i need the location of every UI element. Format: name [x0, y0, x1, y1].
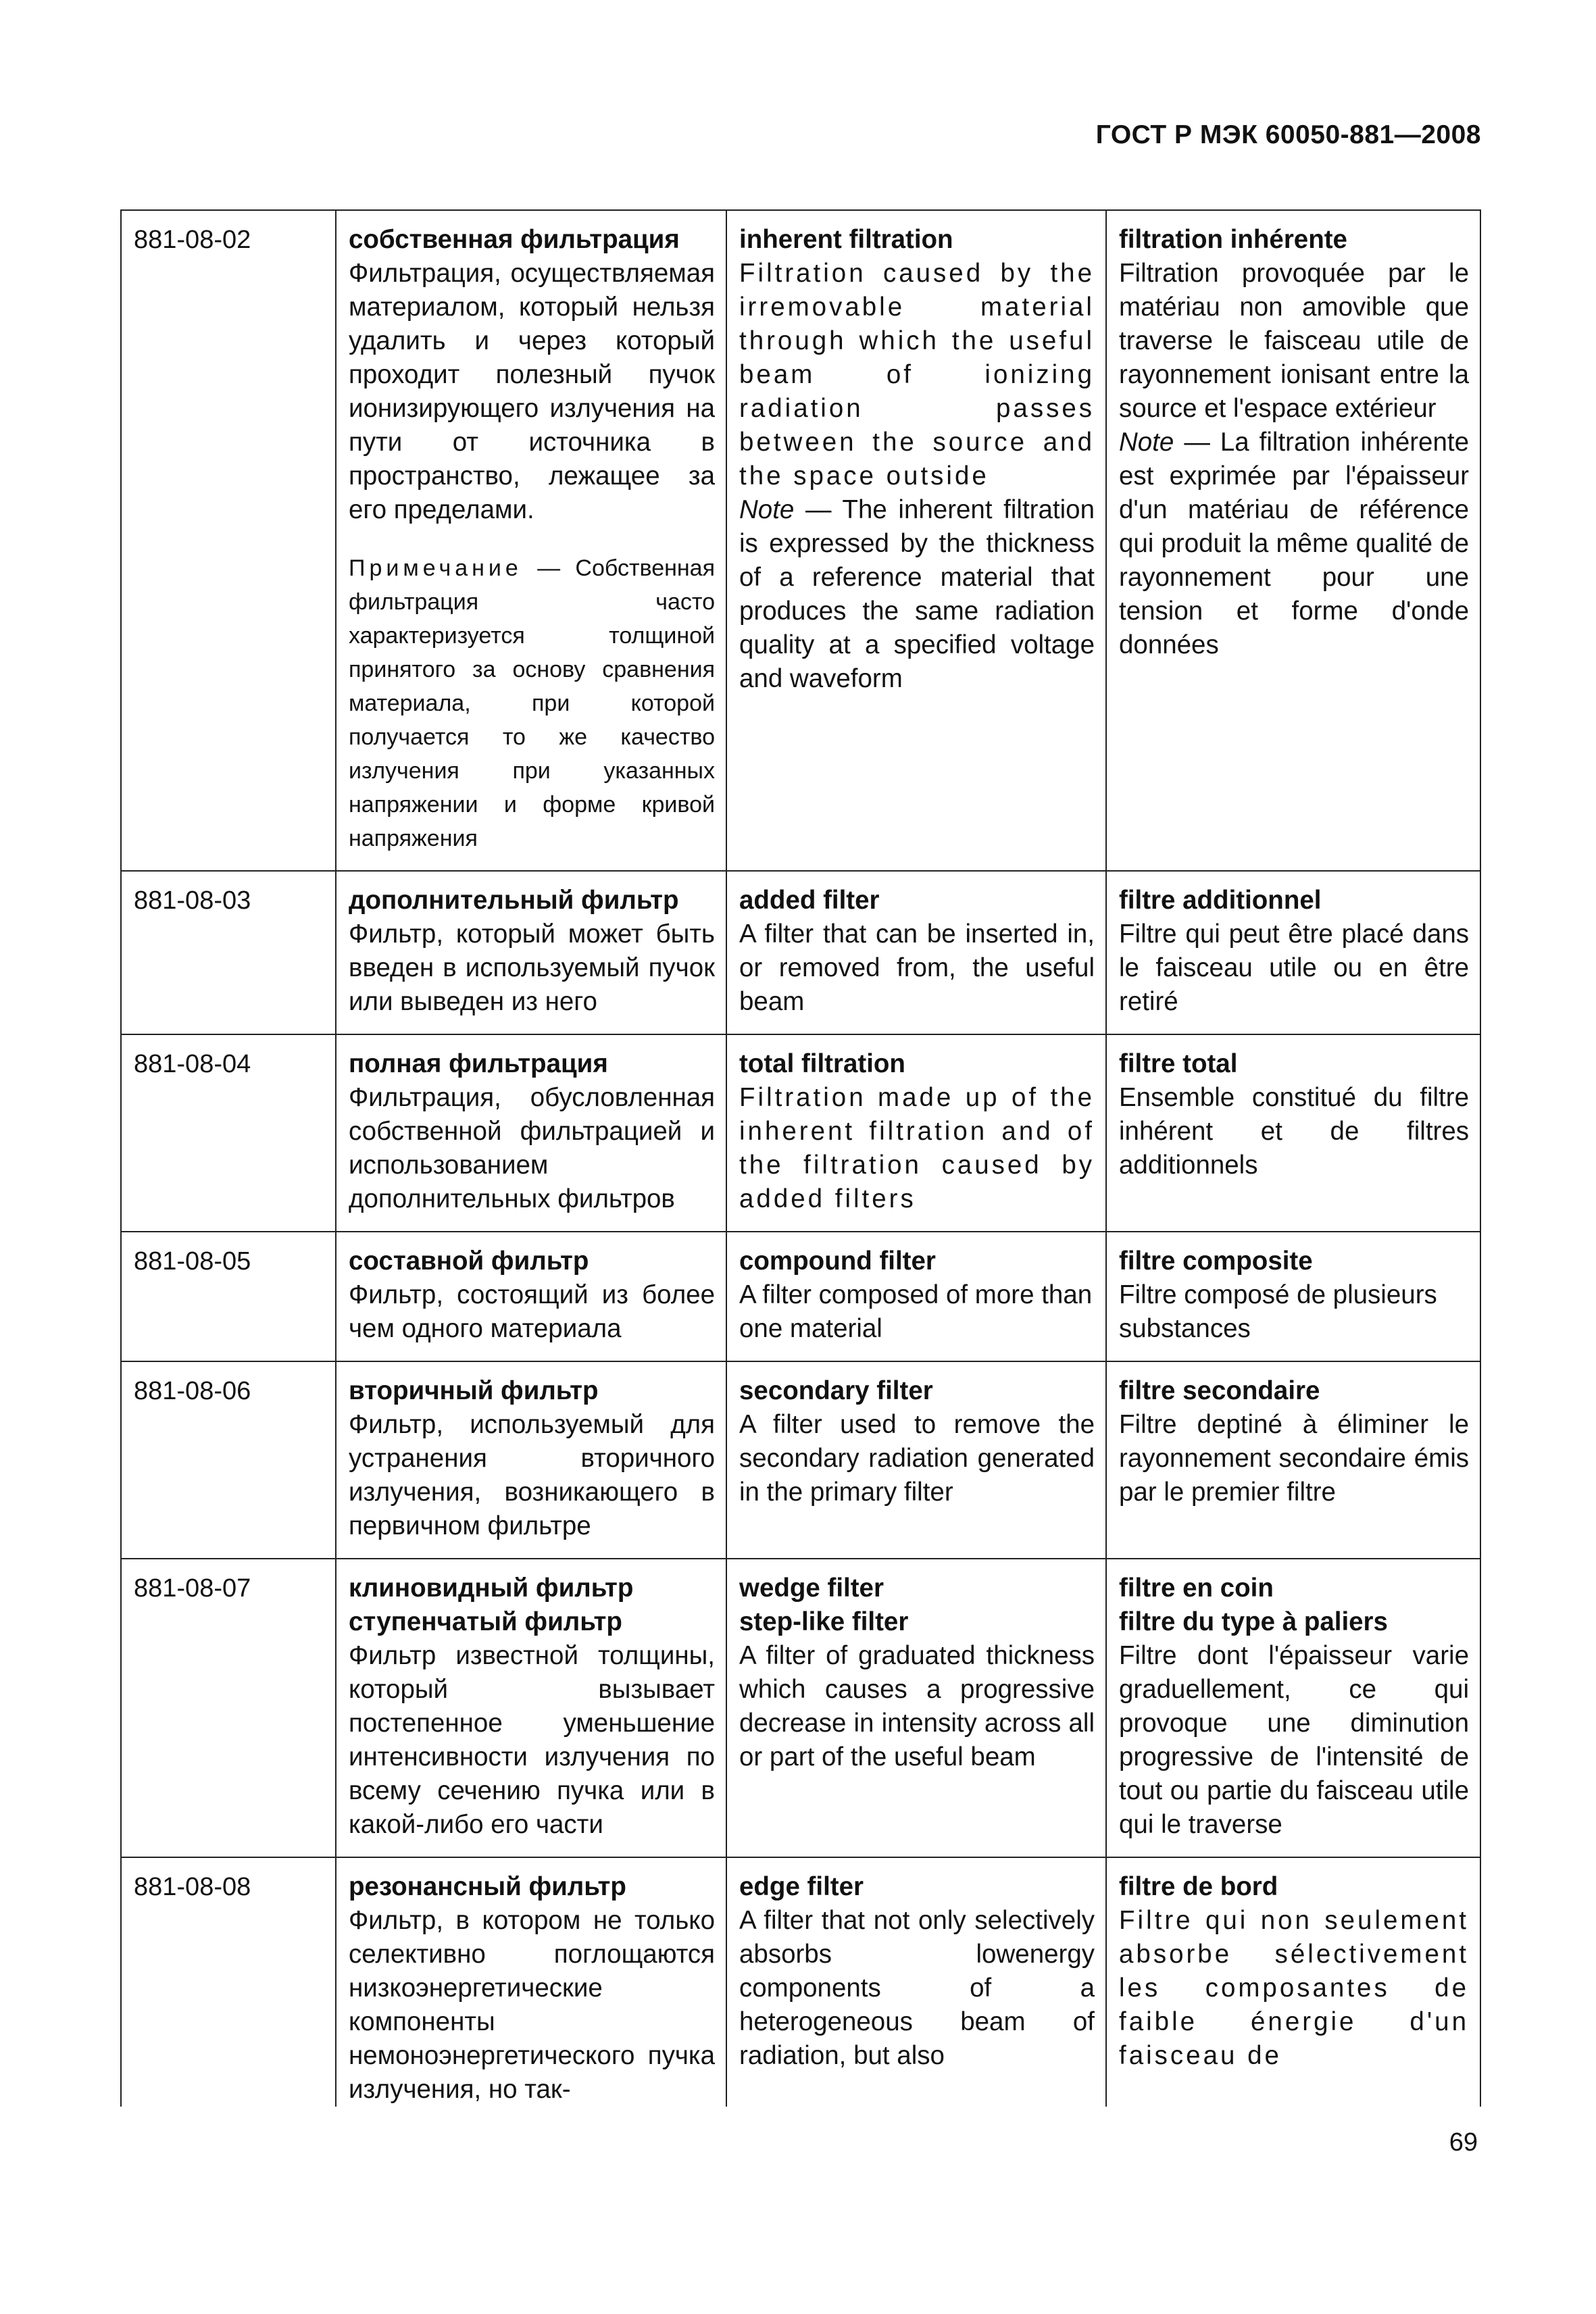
fr-definition: Filtre composé de plusieurs substances — [1119, 1280, 1437, 1343]
en-term: added filter — [739, 886, 880, 915]
en-cell — [726, 1232, 1106, 1361]
fr-term: filtration inhérente — [1119, 225, 1347, 254]
table-row — [121, 1361, 1480, 1559]
fr-note — [1119, 426, 1469, 662]
ru-cell — [336, 1232, 726, 1361]
en-definition: A filter used to remove the secondary radiation generated in the primary filter — [739, 1410, 1095, 1507]
entry-number: 881-08-03 — [121, 871, 336, 1034]
fr-definition: Filtre qui non seulement absorbe sélectivement les composantes de faible énergie d'un faisceau de — [1119, 1906, 1469, 2070]
en-definition: Filtration made up of the inherent filtration and of the filtration caused by added filters — [739, 1083, 1095, 1213]
entry-number: 881-08-04 — [121, 1034, 336, 1232]
fr-cell — [1106, 1232, 1480, 1361]
ru-definition: Фильтр известной толщины, который вызывает постепенное уменьшение интенсивности излучения по всему сечению пучка или в какой-либо его части — [349, 1641, 715, 1839]
fr-cell — [1106, 210, 1480, 871]
ru-term: полная фильтрация — [349, 1049, 608, 1078]
en-note-text: — The inherent filtration is expressed by the thickness of a reference material that produces the same radiation quality at a specified voltage and waveform — [739, 495, 1095, 693]
ru-cell — [336, 1857, 726, 2107]
en-cell — [726, 1559, 1106, 1857]
en-definition: A filter composed of more than one material — [739, 1280, 1093, 1343]
fr-note-text: — La filtration inhérente est exprimée par l'épaisseur d'un matériau de référence qui produit la même qualité de rayonnement pour une tension et forme d'onde données — [1119, 428, 1469, 659]
en-term: edge filter — [739, 1872, 864, 1901]
fr-cell — [1106, 1857, 1480, 2107]
fr-definition: Ensemble constitué du filtre inhérent et de filtres additionnels — [1119, 1083, 1469, 1180]
fr-definition: Filtre qui peut être placé dans le faisceau utile ou en être retiré — [1119, 920, 1469, 1016]
ru-term: собственная фильтрация — [349, 225, 680, 254]
ru-cell — [336, 871, 726, 1034]
ru-term-synonym: ступенчатый фильтр — [349, 1607, 622, 1636]
terms-table — [120, 209, 1481, 2107]
fr-note-label: Note — [1119, 428, 1174, 457]
fr-term: filtre total — [1119, 1049, 1238, 1078]
ru-term: резонансный фильтр — [349, 1872, 626, 1901]
ru-definition: Фильтр, в котором не только селективно поглощаются низкоэнергетические компоненты немоноэнергетического пучка излучения, но так- — [349, 1906, 715, 2104]
ru-cell — [336, 1361, 726, 1559]
fr-cell — [1106, 1034, 1480, 1232]
en-term: secondary filter — [739, 1376, 933, 1405]
ru-definition: Фильтрация, обусловленная собственной фильтрацией и использованием дополнительных фильтров — [349, 1083, 715, 1213]
ru-definition: Фильтр, который может быть введен в используемый пучок или выведен из него — [349, 920, 715, 1016]
en-term-synonym: step-like filter — [739, 1607, 909, 1636]
fr-cell — [1106, 1559, 1480, 1857]
ru-term: вторичный фильтр — [349, 1376, 599, 1405]
ru-term: составной фильтр — [349, 1247, 589, 1276]
ru-note-label: Примечание — [349, 555, 522, 581]
entry-number: 881-08-05 — [121, 1232, 336, 1361]
en-cell — [726, 210, 1106, 871]
en-definition: A filter that not only selectively absorbs lowenergy components of a heterogeneous beam of radiation, but also — [739, 1906, 1095, 2070]
table-row — [121, 1559, 1480, 1857]
fr-term-synonym: filtre du type à paliers — [1119, 1607, 1388, 1636]
ru-term: дополнительный фильтр — [349, 886, 679, 915]
ru-definition: Фильтрация, осуществляемая материалом, который нельзя удалить и через который проходит полезный пучок ионизирующего излучения на пути от источника в пространство, лежащее за его пределами. — [349, 259, 715, 524]
ru-definition: Фильтр, используемый для устранения вторичного излучения, возникающего в первичном фильтре — [349, 1410, 715, 1540]
fr-cell — [1106, 871, 1480, 1034]
page-number: 69 — [1449, 2128, 1478, 2157]
entry-number: 881-08-07 — [121, 1559, 336, 1857]
table-row — [121, 1034, 1480, 1232]
en-cell — [726, 1361, 1106, 1559]
fr-definition: Filtration provoquée par le matériau non amovible que traverse le faisceau utile de rayonnement ionisant entre la source et l'espace extérieur — [1119, 259, 1469, 423]
fr-term: filtre additionnel — [1119, 886, 1322, 915]
en-term: compound filter — [739, 1247, 936, 1276]
fr-term: filtre secondaire — [1119, 1376, 1320, 1405]
entry-number: 881-08-06 — [121, 1361, 336, 1559]
fr-term: filtre de bord — [1119, 1872, 1278, 1901]
en-term: wedge filter — [739, 1574, 884, 1603]
fr-term: filtre composite — [1119, 1247, 1313, 1276]
table-row — [121, 1857, 1480, 2107]
table-row — [121, 210, 1480, 871]
fr-term: filtre en coin — [1119, 1574, 1274, 1603]
en-cell — [726, 1034, 1106, 1232]
entry-number: 881-08-02 — [121, 210, 336, 871]
table-row — [121, 1232, 1480, 1361]
fr-cell — [1106, 1361, 1480, 1559]
ru-definition: Фильтр, состоящий из более чем одного материала — [349, 1280, 715, 1343]
fr-definition: Filtre dont l'épaisseur varie graduellement, ce qui provoque une diminution progressive de l'intensité de tout ou partie du faisceau utile qui le traverse — [1119, 1641, 1469, 1839]
table-row — [121, 871, 1480, 1034]
en-note — [739, 493, 1095, 696]
en-definition: Filtration caused by the irremovable material through which the useful beam of ionizing radiation passes between the source and the space outside — [739, 259, 1095, 491]
en-definition: A filter that can be inserted in, or removed from, the useful beam — [739, 920, 1095, 1016]
en-cell — [726, 1857, 1106, 2107]
en-term: total filtration — [739, 1049, 905, 1078]
ru-note-text: — Собственная фильтрация часто характеризуется толщиной принятого за основу сравнения материала, при которой получается то же качество излучения при указанных напряжении и форме кривой напряжения — [349, 555, 715, 851]
ru-cell — [336, 210, 726, 871]
en-cell — [726, 871, 1106, 1034]
ru-term: клиновидный фильтр — [349, 1574, 634, 1603]
en-note-label: Note — [739, 495, 795, 524]
ru-cell — [336, 1559, 726, 1857]
document-header: ГОСТ Р МЭК 60050-881—2008 — [1095, 120, 1481, 149]
en-term: inherent filtration — [739, 225, 953, 254]
ru-note — [349, 551, 715, 855]
fr-definition: Filtre deptiné à éliminer le rayonnement secondaire émis par le premier filtre — [1119, 1410, 1469, 1507]
ru-cell — [336, 1034, 726, 1232]
en-definition: A filter of graduated thickness which causes a progressive decrease in intensity across all or part of the useful beam — [739, 1641, 1095, 1771]
entry-number: 881-08-08 — [121, 1857, 336, 2107]
